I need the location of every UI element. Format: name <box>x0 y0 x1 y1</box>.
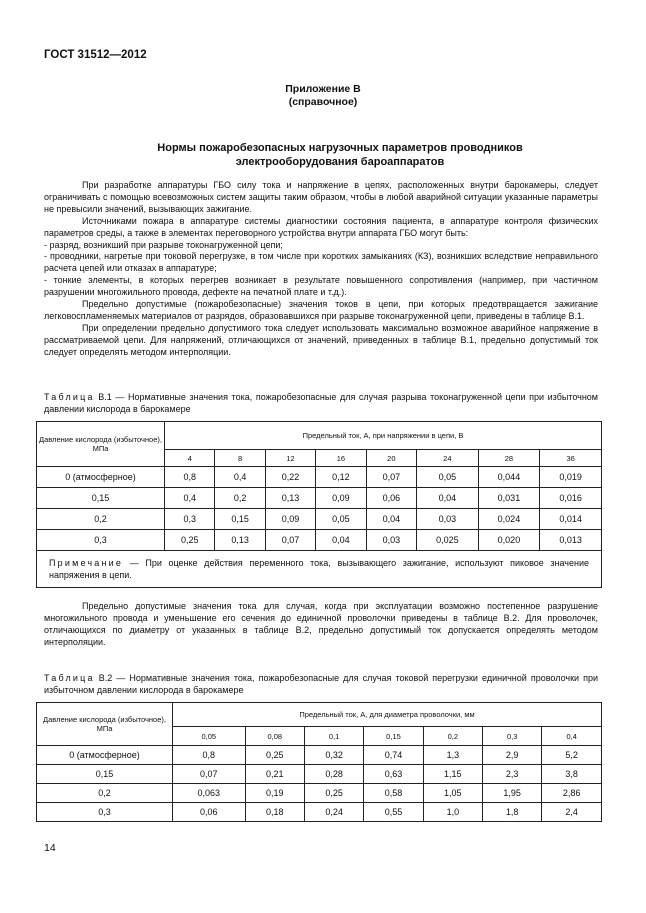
table-cell: 0,020 <box>478 530 540 551</box>
table-cell: 0,15 <box>215 509 265 530</box>
table-row <box>37 746 602 765</box>
table2-caption-text: В.2 — Нормативные значения тока, пожаробезопасные для случая токовой перегрузки единичной проволочки при избыточном давлении кислорода в барокамере <box>44 673 598 695</box>
table-cell: 0,019 <box>540 467 602 488</box>
table-cell: 1,0 <box>423 803 482 822</box>
table1-note-label: Примечание <box>49 558 124 568</box>
table1-caption <box>44 392 598 415</box>
table-cell: 0,09 <box>316 488 366 509</box>
table-cell: 0,58 <box>364 784 423 803</box>
row-label: 0,2 <box>37 784 173 803</box>
column-header: 4 <box>165 450 215 467</box>
table-cell: 0,12 <box>316 467 366 488</box>
table-cell: 0,04 <box>417 488 479 509</box>
table-cell: 2,86 <box>542 784 602 803</box>
table-cell: 2,9 <box>483 746 542 765</box>
appendix-title: Приложение В <box>285 83 361 95</box>
table2-row-header: Давление кислорода (избыточное), МПа <box>37 703 173 746</box>
table-row <box>37 509 602 530</box>
table2-group-header: Предельный ток, А, для диаметра проволочки, мм <box>173 703 602 727</box>
table-row <box>37 765 602 784</box>
table1-group-header: Предельный ток, А, при напряжении в цепи, В <box>165 422 602 450</box>
table-cell: 0,09 <box>265 509 315 530</box>
table-cell: 0,014 <box>540 509 602 530</box>
table-cell: 0,18 <box>245 803 304 822</box>
table-cell: 5,2 <box>542 746 602 765</box>
table-cell: 0,24 <box>304 803 363 822</box>
table-cell: 0,025 <box>417 530 479 551</box>
table-cell: 0,21 <box>245 765 304 784</box>
table-cell: 0,031 <box>478 488 540 509</box>
column-header: 8 <box>215 450 265 467</box>
row-label: 0,15 <box>37 488 165 509</box>
table-cell: 0,4 <box>165 488 215 509</box>
table-row <box>37 784 602 803</box>
row-label: 0 (атмосферное) <box>37 746 173 765</box>
paragraph: При разработке аппаратуры ГБО силу тока и напряжение в цепях, расположенных внутри барокамеры, следует ограничивать с помощью всевозможных систем защиты таким образом, чтобы в любой аварийной ситуации указанные параметры не превысили значений, вызывающих зажигание. <box>44 180 598 214</box>
list-item: - проводники, нагретые при токовой перегрузке, в том числе при коротких замыканиях (КЗ), возникших вследствие неправильного расчета цепей или отказах в аппаратуре; <box>44 251 598 274</box>
table1-caption-text: В.1 — Нормативные значения тока, пожаробезопасные для случая разрыва токонагруженной цепи при избыточном давлении кислорода в барокамере <box>44 392 598 414</box>
page-number: 14 <box>44 842 56 854</box>
table-cell: 0,28 <box>304 765 363 784</box>
row-label: 0,15 <box>37 765 173 784</box>
table-cell: 0,044 <box>478 467 540 488</box>
table-cell: 0,25 <box>304 784 363 803</box>
table-cell: 2,4 <box>542 803 602 822</box>
appendix-heading <box>0 83 646 109</box>
row-label: 0,3 <box>37 530 165 551</box>
column-header: 20 <box>366 450 416 467</box>
table-cell: 0,8 <box>165 467 215 488</box>
column-header: 0,15 <box>364 727 423 746</box>
standard-header: ГОСТ 31512—2012 <box>44 49 147 61</box>
column-header: 12 <box>265 450 315 467</box>
table-cell: 3,8 <box>542 765 602 784</box>
table1-note <box>37 551 602 588</box>
column-header: 0,4 <box>542 727 602 746</box>
body-text-1 <box>44 180 598 359</box>
column-header: 0,1 <box>304 727 363 746</box>
table-cell: 0,07 <box>366 467 416 488</box>
row-label: 0,2 <box>37 509 165 530</box>
column-header: 36 <box>540 450 602 467</box>
table-cell: 0,13 <box>265 488 315 509</box>
table-cell: 0,04 <box>366 509 416 530</box>
table-cell: 0,55 <box>364 803 423 822</box>
body-text-2 <box>44 601 598 649</box>
table-cell: 1,3 <box>423 746 482 765</box>
table-cell: 0,07 <box>265 530 315 551</box>
paragraph: При определении предельно допустимого тока следует использовать максимально возможное аварийное напряжение в рассматриваемой цепи. Для напряжений, отличающихся от значений, приведенных в таблице В.1, предельно допустимый ток следует определять методом интерполяции. <box>44 322 598 357</box>
column-header: 28 <box>478 450 540 467</box>
table2-caption <box>44 673 598 696</box>
table-cell: 0,016 <box>540 488 602 509</box>
table-cell: 0,06 <box>173 803 246 822</box>
table-cell: 0,03 <box>366 530 416 551</box>
table-cell: 0,063 <box>173 784 246 803</box>
paragraph: Источниками пожара в аппаратуре системы диагностики состояния пациента, в аппаратуре контроля физических параметров среды, а также в элементах переговорного устройства внутри аппарата ГБО могут быть: <box>44 215 598 238</box>
table2-caption-label: Таблица <box>44 673 95 683</box>
table-cell: 1,95 <box>483 784 542 803</box>
column-header: 0,05 <box>173 727 246 746</box>
section-title-line-2: электрооборудования бароаппаратов <box>235 156 445 168</box>
row-label: 0,3 <box>37 803 173 822</box>
appendix-subtitle: (справочное) <box>288 96 358 108</box>
table-cell: 0,25 <box>245 746 304 765</box>
table-cell: 0,22 <box>265 467 315 488</box>
table-cell: 0,2 <box>215 488 265 509</box>
table-cell: 0,63 <box>364 765 423 784</box>
column-header: 0,08 <box>245 727 304 746</box>
table-cell: 1,15 <box>423 765 482 784</box>
table-cell: 0,03 <box>417 509 479 530</box>
table-cell: 0,19 <box>245 784 304 803</box>
section-title-line-1: Нормы пожаробезопасных нагрузочных параметров проводников <box>157 142 523 154</box>
list-item: - разряд, возникший при разрыве токонагруженной цепи; <box>44 239 283 250</box>
paragraph: Предельно допустимые значения тока для случая, когда при эксплуатации возможно постепенное разрушение многожильного провода и уменьшение его сечения до единичной проволочки приведены в таблице В.2. Для проволочек, отличающихся по диаметру от указанных в таблице В.2, предельно допустимый ток допускается определять методом интерполяции. <box>44 601 598 647</box>
column-header: 24 <box>417 450 479 467</box>
table1-row-header: Давление кислорода (избыточное), МПа <box>37 422 165 467</box>
list-item: - тонкие элементы, в которых перегрев возникает в результате повышенного сопротивления (например, при частичном разрушении многожильного провода, дефекте на печатной плате и т.д.). <box>44 275 598 298</box>
table-cell: 1,8 <box>483 803 542 822</box>
column-header: 0,2 <box>423 727 482 746</box>
table-cell: 0,06 <box>366 488 416 509</box>
table-cell: 0,13 <box>215 530 265 551</box>
table-cell: 0,013 <box>540 530 602 551</box>
column-header: 16 <box>316 450 366 467</box>
table-cell: 0,4 <box>215 467 265 488</box>
paragraph: Предельно допустимые (пожаробезопасные) значения токов в цепи, при которых предотвращается зажигание легковоспламеняемых материалов от разрядов, образовавшихся при разрыве токонагруженной цепи, приведены в таблице В.1. <box>44 299 598 321</box>
table-cell: 2,3 <box>483 765 542 784</box>
table-cell: 0,74 <box>364 746 423 765</box>
table-cell: 0,32 <box>304 746 363 765</box>
table-row <box>37 803 602 822</box>
table-cell: 0,04 <box>316 530 366 551</box>
table-cell: 0,25 <box>165 530 215 551</box>
row-label: 0 (атмосферное) <box>37 467 165 488</box>
table-cell: 0,05 <box>417 467 479 488</box>
table-b2 <box>36 702 602 822</box>
section-title <box>60 141 620 169</box>
table-cell: 0,07 <box>173 765 246 784</box>
table1-note-text: — При оценке действия переменного тока, вызывающего зажигание, используют пиковое значение напряжения в цепи. <box>49 558 589 580</box>
table-cell: 0,05 <box>316 509 366 530</box>
column-header: 0,3 <box>483 727 542 746</box>
table-cell: 0,3 <box>165 509 215 530</box>
table-row <box>37 467 602 488</box>
table-row <box>37 530 602 551</box>
table-cell: 0,024 <box>478 509 540 530</box>
table1-caption-label: Таблица <box>44 392 95 402</box>
table-cell: 0,8 <box>173 746 246 765</box>
table-cell: 1,05 <box>423 784 482 803</box>
table-row <box>37 488 602 509</box>
table-b1 <box>36 421 602 588</box>
